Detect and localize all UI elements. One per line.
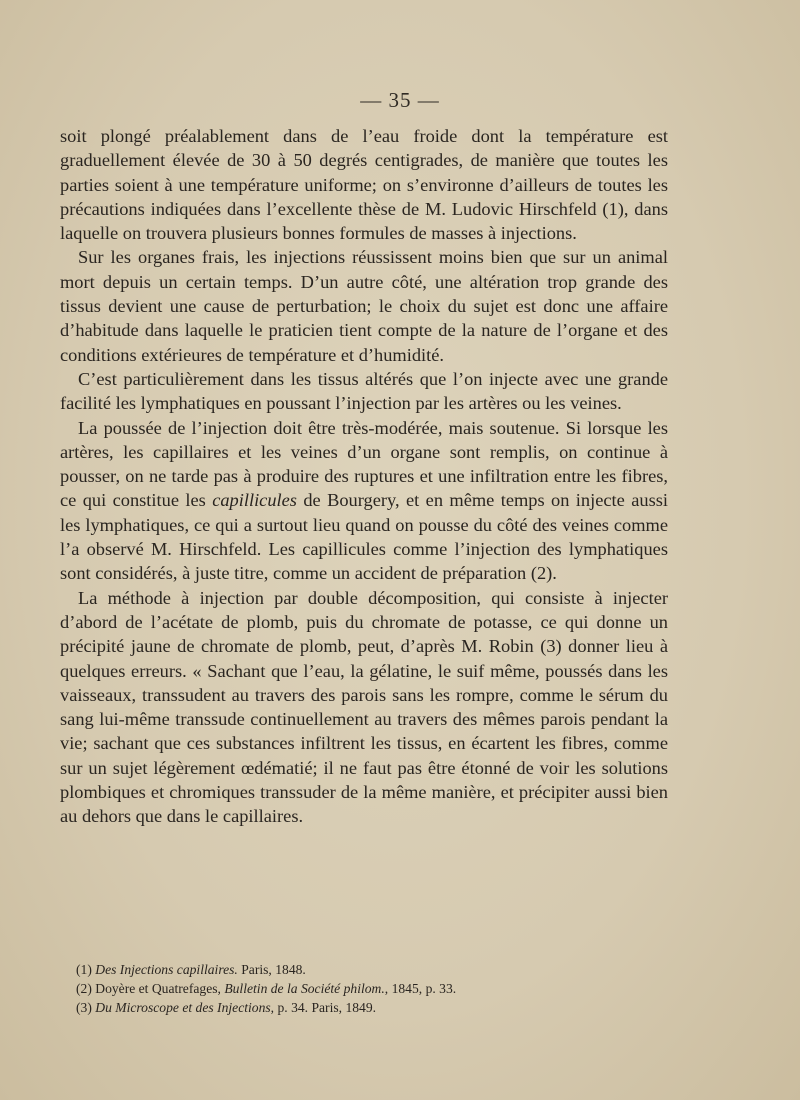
footnote-text: (2) Doyère et Quatrefages,	[76, 981, 225, 996]
footnote	[76, 979, 676, 998]
paragraph	[60, 245, 668, 366]
footnote-marker: (3)	[76, 1000, 96, 1015]
footnote	[76, 960, 676, 979]
paragraph-text: La méthode à injection par double décomposition, qui consiste à injecter d’abord de l’acétate de plomb, puis du chromate de potasse, ce qui donne un précipité jaune de chromate de plomb, peut, d’après M. Robin (3) donner lieu à quelques erreurs. « Sachant que l’eau, la gélatine, le suif même, poussés dans les vaisseaux, transsudent au travers des parois sans les rompre, comme le sérum du sang lui-même transsude continuellement au travers des mêmes parois pendant la vie; sachant que ces substances infiltrent les tissus, en écartent les fibres, comme sur un sujet légèrement œdématié; il ne faut pas être étonné de voir les solutions plombiques et chromiques transsuder de la même manière, et précipiter aussi bien au dehors que dans le capillaires.	[60, 587, 668, 827]
paragraph-text: soit plongé préalablement dans de l’eau froide dont la température est graduellement élevée de 30 à 50 degrés centigrades, de manière que toutes les parties soient à une température uniforme; on s’environne d’ailleurs de toutes les précautions indiquées dans l’excellente thèse de M. Ludovic Hirschfeld (1), dans laquelle on trouvera plusieurs bonnes formules de masses à injections.	[60, 126, 668, 244]
paragraph	[60, 367, 668, 416]
footnote-text: Paris, 1848.	[237, 962, 306, 977]
footnote-title: Du Microscope et des Injections	[95, 1000, 271, 1015]
paragraph	[60, 124, 668, 245]
footnote-text: , p. 34. Paris, 1849.	[270, 1000, 377, 1015]
paragraph	[60, 416, 668, 586]
italic-term: capillicules	[212, 490, 297, 511]
paragraph-text: de Bourgery, et en même temps on injecte aussi les lymphatiques, ce qui a surtout lieu quand on pousse du côté des veines comme l’a observé M. Hirschfeld. Les capillicules comme l’injection des lymphatiques sont considérés, à juste titre, comme un accident de préparation (2).	[60, 490, 668, 584]
page-number: — 35 —	[360, 88, 440, 112]
paragraph-text: Sur les organes frais, les injections réussissent moins bien que sur un animal mort depuis un certain temps. D’un autre côté, une altération trop grande des tissus devient une cause de perturbation; le choix du sujet est donc une affaire d’habitude dans laquelle le praticien tient compte de la nature de l’organe et des conditions extérieures de température et d’humidité.	[60, 247, 668, 365]
body-text	[60, 124, 668, 829]
footnote-text: , 1845, p. 33.	[384, 981, 457, 996]
paragraph-text: La poussée de l’injection doit être très-modérée, mais soutenue. Si lorsque les artères, les capillaires et les veines d’un organe sont remplis, on continue à pousser, on ne tarde pas à produire des ruptures et une infiltration entre les fibres, ce qui constitue les	[60, 417, 668, 511]
paragraph	[60, 586, 668, 829]
paragraph-text: C’est particulièrement dans les tissus altérés que l’on injecte avec une grande facilité les lymphatiques en poussant l’injection par les artères ou les veines.	[60, 368, 668, 414]
footnote-title: Bulletin de la Société philom.	[224, 981, 385, 996]
footnote-marker: (1)	[76, 962, 96, 977]
footnote	[76, 998, 676, 1017]
footnote-title: Des Injections capillaires.	[95, 962, 238, 977]
footnotes	[76, 960, 676, 1017]
